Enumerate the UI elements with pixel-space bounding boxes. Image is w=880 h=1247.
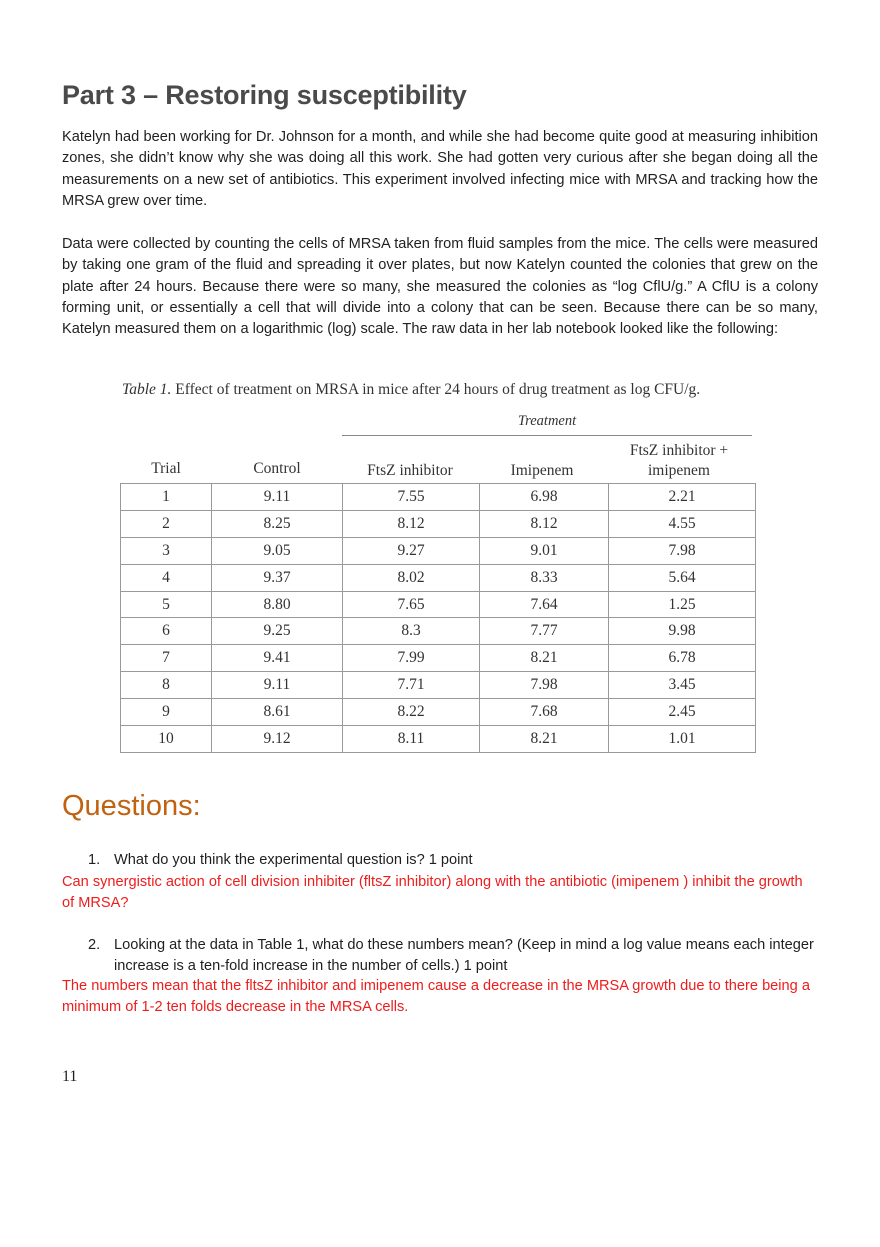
cell-trial: 2 [121,510,212,537]
col-header-imipenem: Imipenem [510,462,574,479]
cell-ftsz: 8.02 [343,564,480,591]
question-2-number: 2. [88,937,101,953]
table-row [121,537,756,564]
intro-paragraph: Katelyn had been working for Dr. Johnson for a month, and while she had become quite good at measuring inhibition zones, she didn’t know why she was doing all this work. She had gotten very curious after she began doing all the measurements on a new set of antibiotics. This experiment involved infecting mice with MRSA and tracking how the MRSA grew over time. [62,129,818,209]
cell-control: 9.37 [212,564,343,591]
cell-control: 9.11 [212,484,343,511]
table-row [121,564,756,591]
cell-ftsz: 8.22 [343,699,480,726]
col-header-combo-line1: FtsZ inhibitor + [629,442,729,459]
table-caption-label: Table 1. [122,381,172,398]
cell-ftsz: 7.99 [343,645,480,672]
cell-combo: 1.25 [609,591,756,618]
cell-control: 9.12 [212,726,343,753]
cell-imipenem: 7.64 [480,591,609,618]
cell-control: 9.25 [212,618,343,645]
cell-control: 9.11 [212,672,343,699]
data-table [120,483,756,753]
cell-ftsz: 9.27 [343,537,480,564]
cell-ftsz: 7.55 [343,484,480,511]
table-row [121,484,756,511]
answer-1: Can synergistic action of cell division inhibiter (fltsZ inhibitor) along with the antibiotic (imipenem ) inhibit the growth of MRSA? [62,874,803,912]
cell-imipenem: 7.77 [480,618,609,645]
answer-2: The numbers mean that the fltsZ inhibitor and imipenem cause a decrease in the MRSA growth due to there being a minimum of 1-2 ten folds decrease in the MRSA cells. [62,978,810,1016]
table-row [121,618,756,645]
cell-ftsz: 7.71 [343,672,480,699]
cell-combo: 4.55 [609,510,756,537]
col-header-combo [606,441,752,481]
cell-combo: 5.64 [609,564,756,591]
cell-trial: 9 [121,699,212,726]
cell-combo: 7.98 [609,537,756,564]
cell-combo: 2.21 [609,484,756,511]
question-2 [88,935,818,978]
cell-imipenem: 8.21 [480,645,609,672]
cell-control: 8.61 [212,699,343,726]
question-1-text: What do you think the experimental question is? 1 point [114,852,473,868]
table-row [121,591,756,618]
cell-trial: 7 [121,645,212,672]
cell-trial: 8 [121,672,212,699]
table-row [121,645,756,672]
cell-ftsz: 8.11 [343,726,480,753]
table-row [121,699,756,726]
cell-control: 8.80 [212,591,343,618]
cell-trial: 5 [121,591,212,618]
cell-trial: 4 [121,564,212,591]
table-row [121,726,756,753]
cell-combo: 6.78 [609,645,756,672]
cell-combo: 3.45 [609,672,756,699]
table-caption [120,381,760,399]
cell-trial: 6 [121,618,212,645]
cell-combo: 9.98 [609,618,756,645]
question-1-number: 1. [88,852,101,868]
section-heading: Part 3 – Restoring susceptibility [62,80,467,110]
cell-combo: 2.45 [609,699,756,726]
cell-imipenem: 7.68 [480,699,609,726]
cell-combo: 1.01 [609,726,756,753]
question-2-text: Looking at the data in Table 1, what do these numbers mean? (Keep in mind a log value means each integer increase is a ten-fold increase in the number of cells.) 1 point [114,937,814,975]
cell-imipenem: 8.12 [480,510,609,537]
treatment-label: Treatment [517,413,577,429]
table-caption-text: Effect of treatment on MRSA in mice after 24 hours of drug treatment as log CFU/g. [175,381,701,398]
cell-imipenem: 9.01 [480,537,609,564]
cell-control: 9.41 [212,645,343,672]
cell-ftsz: 8.12 [343,510,480,537]
table-figure [120,381,760,747]
data-paragraph: Data were collected by counting the cells of MRSA taken from fluid samples from the mice. The cells were measured by taking one gram of the fluid and spreading it over plates, but now Katelyn counted the colonies that grew on the plate after 24 hours. Because there were so many, she measured the colonies as “log CflU/g.” A CflU is a colony forming unit, or essentially a cell that will divide into a colony that can be seen. Because there can be so many, Katelyn measured them on a logarithmic (log) scale. The raw data in her lab notebook looked like the following: [62,236,818,338]
cell-trial: 1 [121,484,212,511]
cell-imipenem: 6.98 [480,484,609,511]
questions-heading: Questions: [62,790,201,822]
cell-control: 8.25 [212,510,343,537]
cell-trial: 3 [121,537,212,564]
table-row [121,672,756,699]
page-number: 11 [62,1068,78,1085]
col-header-combo-line2: imipenem [648,462,710,479]
table-row [121,510,756,537]
col-header-trial: Trial [151,460,181,477]
cell-imipenem: 8.21 [480,726,609,753]
cell-ftsz: 7.65 [343,591,480,618]
treatment-divider [342,435,752,436]
cell-imipenem: 8.33 [480,564,609,591]
cell-imipenem: 7.98 [480,672,609,699]
cell-ftsz: 8.3 [343,618,480,645]
col-header-ftsz: FtsZ inhibitor [367,462,453,479]
cell-trial: 10 [121,726,212,753]
question-1 [88,850,818,871]
col-header-control: Control [253,460,301,477]
cell-control: 9.05 [212,537,343,564]
